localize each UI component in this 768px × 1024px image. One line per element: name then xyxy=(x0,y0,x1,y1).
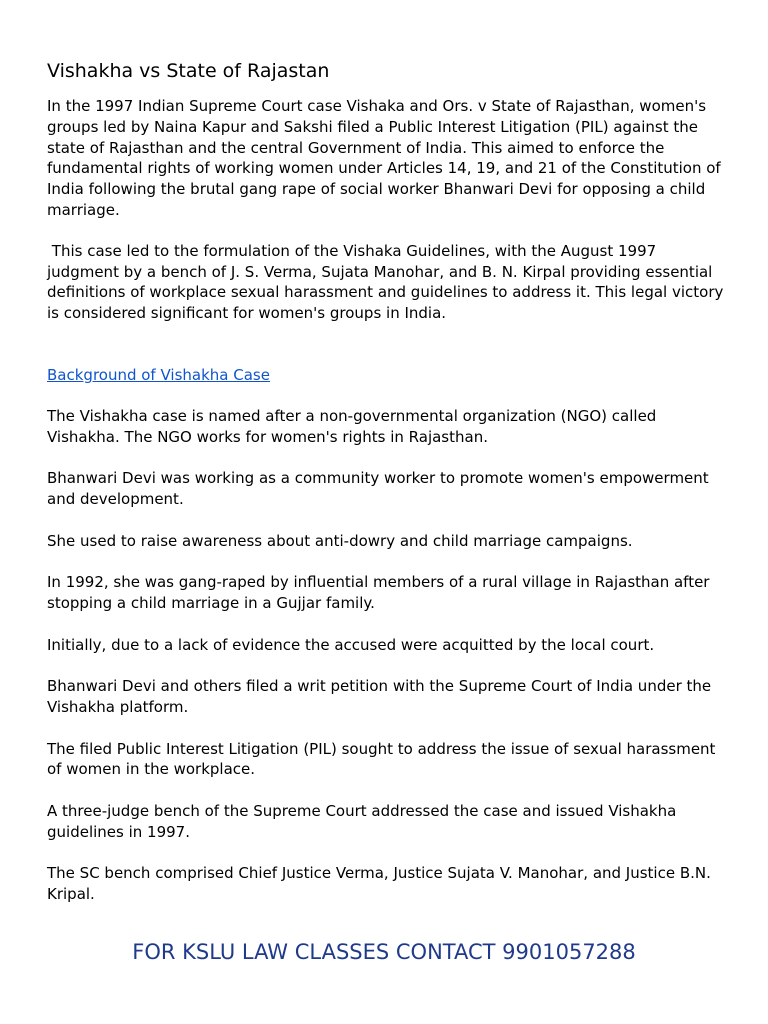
background-paragraph: In 1992, she was gang-raped by influential members of a rural village in Rajasthan after stopping a child marriage in a Gujjar family. xyxy=(47,573,710,612)
background-paragraph: Initially, due to a lack of evidence the accused were acquitted by the local court. xyxy=(47,635,655,654)
background-paragraph: Bhanwari Devi was working as a community worker to promote women's empowerment and development. xyxy=(47,469,709,508)
background-paragraph: A three-judge bench of the Supreme Court addressed the case and issued Vishakha guidelines in 1997. xyxy=(47,801,677,841)
document-page xyxy=(47,58,727,926)
contact-footer: FOR KSLU LAW CLASSES CONTACT 9901057288 xyxy=(132,940,636,964)
document-title: Vishakha vs State of Rajastan xyxy=(47,60,330,82)
background-section xyxy=(47,406,727,905)
background-paragraph: She used to raise awareness about anti-dowry and child marriage campaigns. xyxy=(47,531,633,550)
background-section-link[interactable]: Background of Vishakha Case xyxy=(47,365,270,384)
background-paragraph: The filed Public Interest Litigation (PIL) sought to address the issue of sexual harassment of women in the workplace. xyxy=(47,739,716,779)
background-paragraph: Bhanwari Devi and others filed a writ petition with the Supreme Court of India under the Vishakha platform. xyxy=(47,677,712,716)
intro-paragraph-2: This case led to the formulation of the Vishaka Guidelines, with the August 1997 judgment by a bench of J. S. Verma, Sujata Manohar, and B. N. Kirpal providing essential definitions of workplace sexual harassment and guidelines to address it. This legal victory is considered significant for women's groups in India. xyxy=(47,241,729,323)
intro-paragraph-1: In the 1997 Indian Supreme Court case Vishaka and Ors. v State of Rajasthan, women's groups led by Naina Kapur and Sakshi filed a Public Interest Litigation (PIL) against the state of Rajasthan and the central Government of India. This aimed to enforce the fundamental rights of working women under Articles 14, 19, and 21 of the Constitution of India following the brutal gang rape of social worker Bhanwari Devi for opposing a child marriage. xyxy=(47,97,721,219)
background-paragraph: The SC bench comprised Chief Justice Verma, Justice Sujata V. Manohar, and Justice B.N. Kripal. xyxy=(47,864,711,904)
background-paragraph: The Vishakha case is named after a non-governmental organization (NGO) called Vishakha. The NGO works for women's rights in Rajasthan. xyxy=(47,406,657,446)
